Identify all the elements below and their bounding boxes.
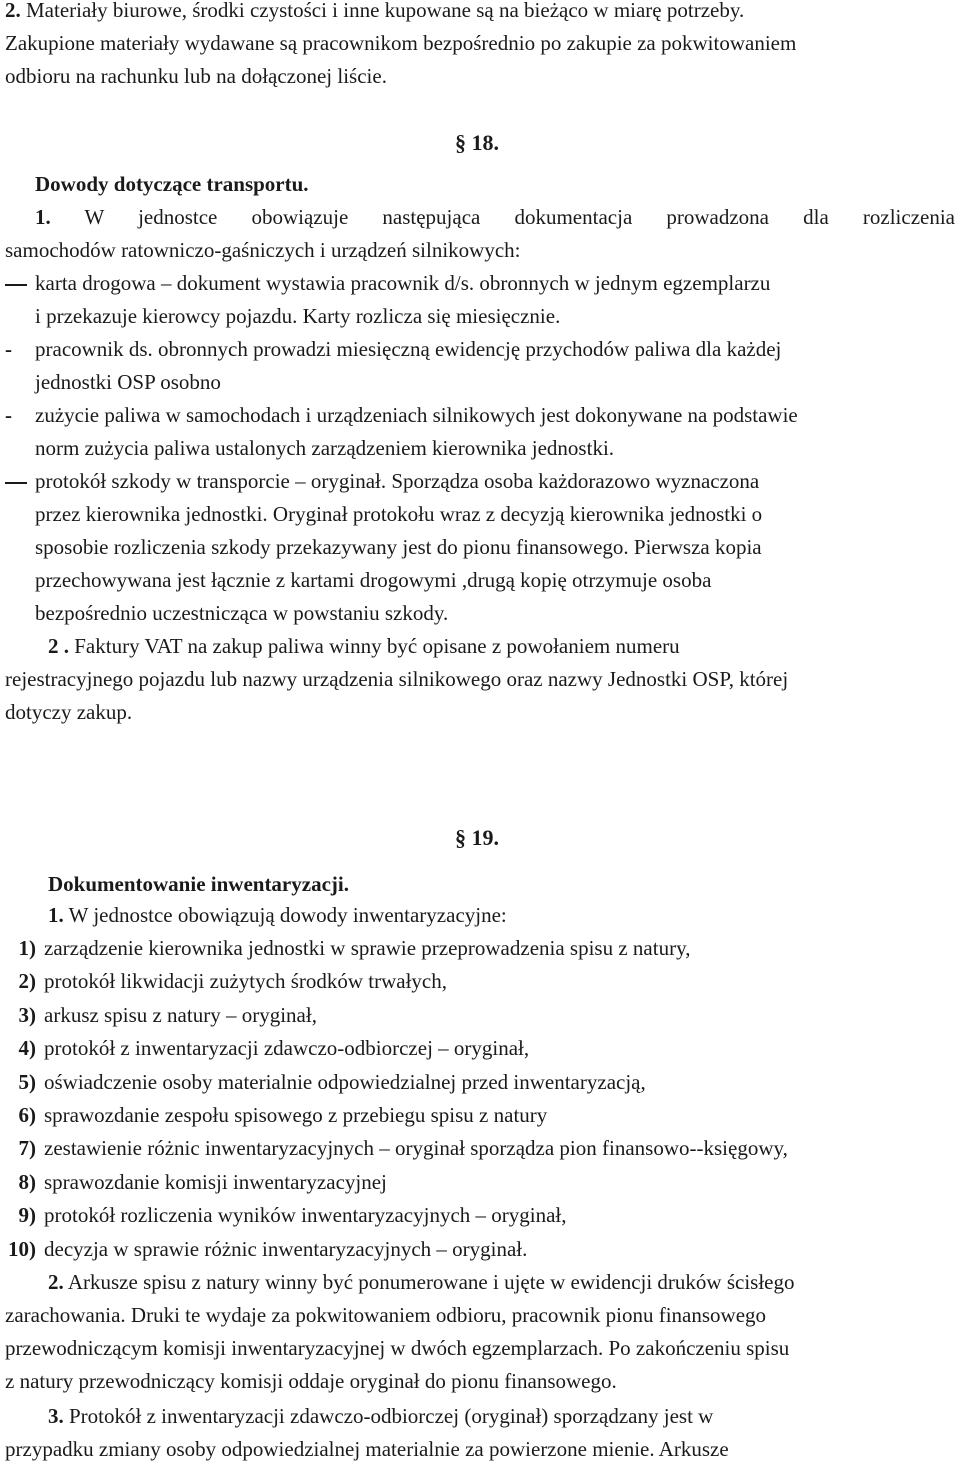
dash-bullet xyxy=(5,482,27,484)
list-item-number: 3) xyxy=(18,1003,36,1027)
paragraph-text: Protokół z inwentaryzacji zdawczo-odbiorczej (oryginał) sporządzany jest w xyxy=(69,1404,714,1428)
item-number: 2 . xyxy=(48,634,69,658)
list-item-number: 9) xyxy=(18,1203,36,1227)
paragraph-line: przypadku zmiany osoby odpowiedzialnej materialnie za powierzone mienie. Arkusze xyxy=(5,1437,729,1461)
item-number: 3. xyxy=(48,1404,64,1428)
list-item-text: decyzja w sprawie różnic inwentaryzacyjnych – oryginał. xyxy=(44,1237,528,1261)
list-item xyxy=(0,1032,529,1065)
paragraph-text: Arkusze spisu z natury winny być ponumerowane i ujęte w ewidencji druków ścisłego xyxy=(67,1270,795,1294)
list-item-text: protokół likwidacji zużytych środków trwałych, xyxy=(44,969,447,993)
item-number: 2. xyxy=(5,0,21,22)
section-title: Dokumentowanie inwentaryzacji. xyxy=(48,872,349,896)
paragraph-line: odbioru na rachunku lub na dołączonej liście. xyxy=(5,64,387,88)
list-item xyxy=(0,1166,387,1199)
list-item-text: karta drogowa – dokument wystawia pracownik d/s. obronnych w jednym egzemplarzu xyxy=(35,271,771,295)
list-item-text: sprawozdanie komisji inwentaryzacyjnej xyxy=(44,1170,387,1194)
list-item-text: protokół szkody w transporcie – oryginał. Sporządza osoba każdorazowo wyznaczona xyxy=(35,469,760,493)
list-item-text: oświadczenie osoby materialnie odpowiedzialnej przed inwentaryzacją, xyxy=(44,1070,646,1094)
paragraph-line: przewodniczącym komisji inwentaryzacyjnej w dwóch egzemplarzach. Po zakończeniu spisu xyxy=(5,1336,790,1360)
list-item xyxy=(0,999,317,1032)
paragraph-text: W jednostce obowiązują dowody inwentaryzacyjne: xyxy=(68,903,507,927)
list-item-text: arkusz spisu z natury – oryginał, xyxy=(44,1003,317,1027)
dash-bullet xyxy=(5,284,27,286)
paragraph-text: Faktury VAT na zakup paliwa winny być opisane z powołaniem numeru xyxy=(74,634,680,658)
list-item-number: 1) xyxy=(18,936,36,960)
section-heading-18: § 18. xyxy=(455,130,499,155)
list-item-number: 6) xyxy=(18,1103,36,1127)
paragraph-line: z natury przewodniczący komisji oddaje oryginał do pionu finansowego. xyxy=(5,1369,617,1393)
list-item xyxy=(0,1066,646,1099)
list-item-number: 7) xyxy=(18,1136,36,1160)
list-item-number: 4) xyxy=(18,1036,36,1060)
list-item-number: 2) xyxy=(18,969,36,993)
paragraph-line xyxy=(48,1266,795,1299)
list-item-number: 5) xyxy=(18,1070,36,1094)
list-item xyxy=(0,1233,527,1266)
paragraph-line: Zakupione materiały wydawane są pracownikom bezpośrednio po zakupie za pokwitowaniem xyxy=(5,31,797,55)
list-item-text: pracownik ds. obronnych prowadzi miesięczną ewidencję przychodów paliwa dla każdej xyxy=(35,337,782,361)
list-item xyxy=(0,1132,788,1165)
paragraph-line: rejestracyjnego pojazdu lub nazwy urządzenia silnikowego oraz nazwy Jednostki OSP, której xyxy=(5,667,789,691)
paragraph-line xyxy=(48,899,507,932)
paragraph-line: zarachowania. Druki te wydaje za pokwitowaniem odbioru, pracownik pionu finansowego xyxy=(5,1303,767,1327)
hyphen-bullet: - xyxy=(5,403,12,427)
list-item-continuation: przechowywana jest łącznie z kartami drogowymi ,drugą kopię otrzymuje osoba xyxy=(35,568,712,592)
list-item-continuation: i przekazuje kierowcy pojazdu. Karty rozlicza się miesięcznie. xyxy=(35,304,561,328)
paragraph-text: Materiały biurowe, środki czystości i inne kupowane są na bieżąco w miarę potrzeby. xyxy=(26,0,745,22)
list-item-continuation: bezpośrednio uczestnicząca w powstaniu szkody. xyxy=(35,601,449,625)
list-item-text: zarządzenie kierownika jednostki w sprawie przeprowadzenia spisu z natury, xyxy=(44,936,691,960)
paragraph-line: samochodów ratowniczo-gaśniczych i urządzeń silnikowych: xyxy=(5,238,521,262)
paragraph-line xyxy=(5,0,955,27)
hyphen-bullet: - xyxy=(5,337,12,361)
paragraph-line xyxy=(48,1400,713,1433)
list-item-continuation: przez kierownika jednostki. Oryginał protokołu wraz z decyzją kierownika jednostki o xyxy=(35,502,763,526)
paragraph-line xyxy=(48,630,680,663)
list-item-continuation: jednostki OSP osobno xyxy=(35,370,221,394)
paragraph-text: W jednostce obowiązuje następująca dokumentacja prowadzona dla rozliczenia xyxy=(84,205,955,229)
list-item-text: zużycie paliwa w samochodach i urządzeniach silnikowych jest dokonywane na podstawie xyxy=(35,403,798,427)
section-title: Dowody dotyczące transportu. xyxy=(35,172,309,196)
list-item-text: protokół z inwentaryzacji zdawczo-odbiorczej – oryginał, xyxy=(44,1036,530,1060)
list-item-text: sprawozdanie zespołu spisowego z przebiegu spisu z natury xyxy=(44,1103,548,1127)
list-item-text: zestawienie różnic inwentaryzacyjnych – oryginał sporządza pion finansowo--księgowy, xyxy=(44,1136,788,1160)
list-item xyxy=(0,1199,567,1232)
paragraph-line: dotyczy zakup. xyxy=(5,700,133,724)
list-item-number: 8) xyxy=(18,1170,36,1194)
list-item xyxy=(0,1099,547,1132)
paragraph-line xyxy=(35,201,955,234)
list-item xyxy=(0,965,447,998)
list-item-text: protokół rozliczenia wyników inwentaryzacyjnych – oryginał, xyxy=(44,1203,567,1227)
item-number: 1. xyxy=(35,205,51,229)
list-item-number: 10) xyxy=(8,1237,36,1261)
section-heading-19: § 19. xyxy=(455,825,499,850)
list-item-continuation: norm zużycia paliwa ustalonych zarządzeniem kierownika jednostki. xyxy=(35,436,615,460)
list-item-continuation: sposobie rozliczenia szkody przekazywany jest do pionu finansowego. Pierwsza kopia xyxy=(35,535,762,559)
item-number: 2. xyxy=(48,1270,64,1294)
item-number: 1. xyxy=(48,903,64,927)
list-item xyxy=(0,932,690,965)
